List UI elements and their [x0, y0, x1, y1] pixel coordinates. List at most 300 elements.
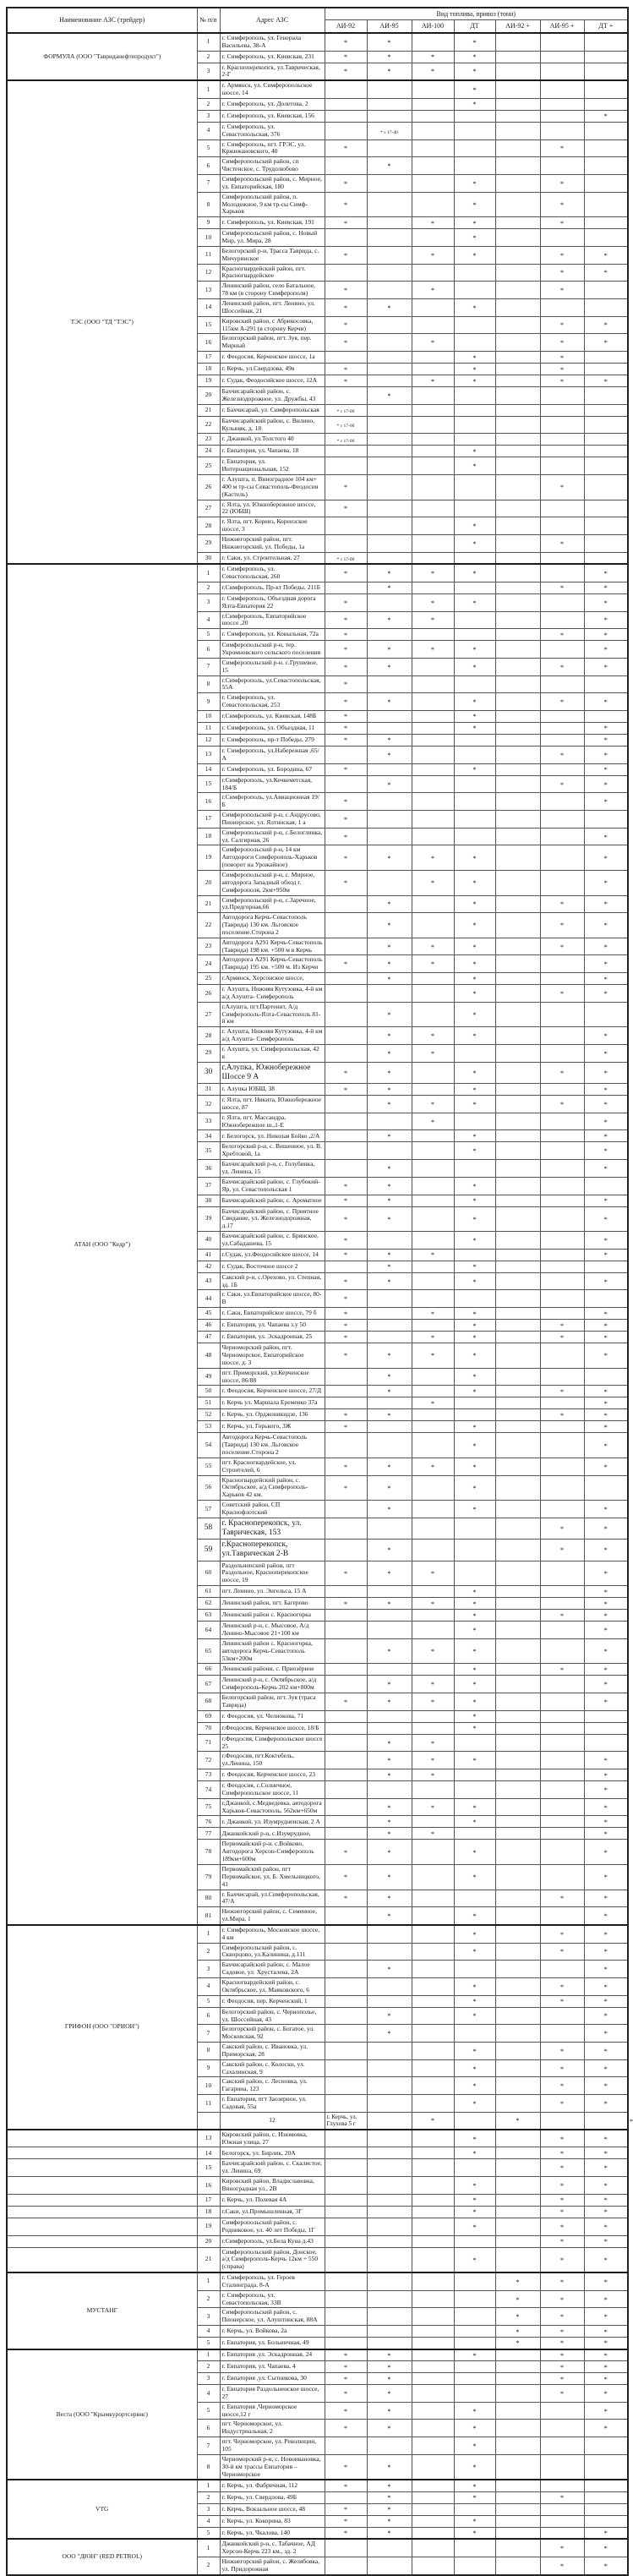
- fuel-mark-cell: [412, 2349, 454, 2361]
- fuel-mark-cell: *: [325, 475, 367, 500]
- fuel-mark-cell: *: [584, 1586, 628, 1598]
- row-number-cell: 5: [197, 2338, 220, 2349]
- fuel-mark-cell: [412, 2272, 454, 2290]
- fuel-mark-cell: [540, 110, 584, 122]
- address-cell: г. Евпатория, пгт Заозерное, ул. Садовая, 55а: [220, 2095, 325, 2113]
- address-cell: г.Симферополь, Пр-кт Победы, 211Б: [220, 582, 325, 593]
- fuel-mark-cell: [495, 1062, 540, 1083]
- address-cell: г. Джанкой, ул.Толстого 40: [220, 434, 325, 446]
- address-cell: Красногвардейский район, пгт. Красногвардейское: [220, 264, 325, 282]
- fuel-mark-cell: [412, 1610, 454, 1622]
- fuel-mark-cell: *: [325, 1458, 367, 1475]
- fuel-mark-cell: *: [367, 1458, 412, 1475]
- fuel-mark-cell: [495, 870, 540, 895]
- fuel-mark-cell: * с 17-00: [325, 552, 367, 564]
- fuel-mark-cell: [540, 1177, 584, 1195]
- fuel-mark-cell: *: [412, 1769, 454, 1781]
- fuel-mark-cell: *: [454, 2454, 495, 2480]
- address-cell: г.Алупка, Южнобережное Шоссе 9 А: [220, 1062, 325, 1083]
- fuel-mark-cell: *: [540, 364, 584, 375]
- fuel-mark-cell: [367, 2043, 412, 2060]
- fuel-mark-cell: [412, 1320, 454, 1332]
- address-cell: Симферопольский район, с. Родниковое, ул. 40 лет Победы, 1Г: [220, 2218, 325, 2235]
- row-number-cell: 4: [197, 2385, 220, 2403]
- address-cell: Джанкойский р-н, с. Табачное, АД Херсон-Керчь 223 км., зд. 2: [220, 2539, 325, 2557]
- fuel-mark-cell: [412, 793, 454, 811]
- trader-empty-cell: [7, 2147, 197, 2159]
- fuel-mark-cell: *: [325, 2527, 367, 2539]
- fuel-mark-cell: [454, 675, 495, 693]
- fuel-mark-cell: [325, 1518, 367, 1539]
- fuel-mark-cell: [412, 1781, 454, 1799]
- fuel-mark-cell: *: [584, 246, 628, 264]
- fuel-mark-cell: *: [367, 1386, 412, 1397]
- address-cell: Автодорога Керчь-Севастополь (Таврида) 130 км. Льговское поселение.Сторона 2: [220, 1433, 325, 1458]
- fuel-mark-cell: *: [325, 500, 367, 517]
- fuel-mark-cell: [454, 334, 495, 352]
- fuel-mark-cell: [540, 870, 584, 895]
- fuel-mark-cell: [367, 2130, 412, 2147]
- fuel-mark-cell: *: [454, 2349, 495, 2361]
- fuel-mark-cell: [584, 552, 628, 564]
- fuel-mark-cell: *: [584, 2206, 628, 2218]
- fuel-mark-cell: [454, 2326, 495, 2338]
- address-cell: г. Феодосия, ул. Челнокова, 71: [220, 1710, 325, 1722]
- fuel-mark-cell: [325, 1501, 367, 1518]
- fuel-mark-cell: [325, 1622, 367, 1639]
- fuel-mark-cell: [495, 1943, 540, 1961]
- fuel-mark-cell: [412, 434, 454, 446]
- fuel-mark-cell: [325, 582, 367, 593]
- fuel-mark-cell: *: [325, 2515, 367, 2527]
- fuel-mark-cell: [325, 1781, 367, 1799]
- fuel-mark-cell: [454, 1540, 495, 1561]
- fuel-mark-cell: [540, 2025, 584, 2043]
- fuel-mark-cell: *: [367, 1798, 412, 1816]
- fuel-mark-cell: *: [540, 2373, 584, 2385]
- fuel-mark-cell: [325, 1977, 367, 1995]
- fuel-mark-cell: *: [454, 1925, 495, 1943]
- fuel-mark-cell: [454, 387, 495, 405]
- address-cell: г. Керчь, ул. Фабричная, 112: [220, 2480, 325, 2491]
- fuel-mark-cell: *: [584, 938, 628, 955]
- row-number-cell: 76: [197, 1816, 220, 1828]
- fuel-mark-cell: [367, 870, 412, 895]
- address-cell: Бахчисарайский район, с. Приятное Свидание, ул. Железнодорожная, д.17: [220, 1206, 325, 1232]
- address-cell: г. Ялта, ул. Южнобережное шоссе, 22 (ЮБШ): [220, 500, 325, 517]
- fuel-mark-cell: *: [412, 1693, 454, 1711]
- fuel-mark-cell: *: [495, 2308, 540, 2326]
- fuel-mark-cell: [412, 2159, 454, 2177]
- row-number-cell: 2: [197, 2290, 220, 2308]
- fuel-mark-cell: *: [454, 2130, 495, 2147]
- fuel-mark-cell: [412, 1518, 454, 1539]
- fuel-mark-cell: [454, 500, 495, 517]
- fuel-mark-cell: [325, 157, 367, 175]
- address-cell: г. Евпатория Раздольненское шоссе, 27: [220, 2385, 325, 2403]
- fuel-mark-cell: *: [412, 870, 454, 895]
- fuel-mark-cell: [325, 80, 367, 98]
- fuel-mark-cell: [325, 1664, 367, 1676]
- fuel-mark-cell: *: [454, 1622, 495, 1639]
- fuel-mark-cell: [325, 2194, 367, 2206]
- fuel-mark-cell: *: [584, 1816, 628, 1828]
- header-fuel-dt: ДТ: [454, 20, 495, 33]
- fuel-mark-cell: [454, 157, 495, 175]
- row-number-cell: 75: [197, 1798, 220, 1816]
- fuel-mark-cell: [495, 1397, 540, 1409]
- address-cell: Симферопольский р-н. с.Грушевое, 15: [220, 658, 325, 675]
- fuel-mark-cell: *: [367, 693, 412, 711]
- fuel-mark-cell: [454, 2308, 495, 2326]
- fuel-mark-cell: [495, 1272, 540, 1290]
- fuel-mark-cell: *: [454, 1332, 495, 1343]
- fuel-mark-cell: [412, 364, 454, 375]
- fuel-mark-cell: *: [584, 1769, 628, 1781]
- fuel-mark-cell: [367, 2218, 412, 2235]
- fuel-mark-cell: *: [412, 282, 454, 299]
- fuel-mark-cell: [367, 375, 412, 387]
- fuel-mark-cell: [412, 416, 454, 434]
- address-cell: г. Феодосия, Керченское шоссе, 23: [220, 1769, 325, 1781]
- row-number-cell: 29: [197, 535, 220, 553]
- fuel-mark-cell: [584, 1475, 628, 1501]
- fuel-mark-cell: [412, 1865, 454, 1890]
- fuel-mark-cell: [325, 1160, 367, 1178]
- fuel-mark-cell: *: [454, 1710, 495, 1722]
- fuel-mark-cell: [325, 2247, 367, 2272]
- fuel-mark-cell: [540, 1907, 584, 1925]
- fuel-mark-cell: [412, 352, 454, 364]
- fuel-mark-cell: [495, 1540, 540, 1561]
- address-cell: Советский район, СП Краснофлотский: [220, 1501, 325, 1518]
- row-number-cell: 1: [197, 2480, 220, 2491]
- fuel-mark-cell: [412, 316, 454, 334]
- header-fuel-ai95plus: АИ-95 +: [540, 20, 584, 33]
- fuel-mark-cell: [495, 735, 540, 747]
- fuel-mark-cell: [584, 457, 628, 475]
- fuel-mark-cell: [584, 387, 628, 405]
- fuel-mark-cell: [412, 1261, 454, 1272]
- fuel-mark-cell: [412, 735, 454, 747]
- fuel-mark-cell: [495, 2491, 540, 2503]
- fuel-mark-cell: [495, 1501, 540, 1518]
- fuel-mark-cell: [584, 500, 628, 517]
- fuel-mark-cell: [584, 2480, 628, 2491]
- fuel-mark-cell: [367, 1232, 412, 1250]
- row-number-cell: 37: [197, 1177, 220, 1195]
- address-cell: Кировский район, с Абрикосовка, 115км А-291 (в сторону Керчи): [220, 316, 325, 334]
- fuel-mark-cell: [325, 895, 367, 913]
- fuel-mark-cell: [540, 973, 584, 985]
- fuel-mark-cell: [495, 2437, 540, 2455]
- address-cell: г. Алушта, Нижняя Кутузовка, 4-й км а/д Алушта- Симферополь: [220, 1027, 325, 1045]
- fuel-mark-cell: [367, 2194, 412, 2206]
- fuel-mark-cell: *: [454, 1977, 495, 1995]
- address-cell: г. Алушта, п. Виноградное 104 км+ 400 м тр-сы Севастополь-Феодосия (Кастель): [220, 475, 325, 500]
- row-number-cell: 18: [197, 2206, 220, 2218]
- address-cell: г.Армянск, Херсонское шоссе,: [220, 973, 325, 985]
- fuel-mark-cell: [584, 475, 628, 500]
- fuel-mark-cell: [540, 811, 584, 829]
- address-cell: г. Феодосия, с.Солнечное, Симферопольское шоссе, 11: [220, 1781, 325, 1799]
- fuel-mark-cell: *: [325, 1332, 367, 1343]
- address-cell: г. Симферополь, пгт. ГРЭС, ул. Кржижановского, 40: [220, 139, 325, 157]
- fuel-mark-cell: [495, 2059, 540, 2077]
- trader-group-cell: Веста (ООО "Крымкурортсервис): [7, 2349, 197, 2480]
- fuel-mark-cell: [325, 747, 367, 764]
- fuel-mark-cell: *: [584, 693, 628, 711]
- table-row: [7, 2159, 628, 2177]
- table-row: [7, 2247, 628, 2272]
- fuel-mark-cell: [495, 2503, 540, 2515]
- fuel-mark-cell: *: [325, 2373, 367, 2385]
- fuel-mark-cell: *: [584, 1458, 628, 1475]
- row-number-cell: 38: [197, 1195, 220, 1206]
- trader-group-cell: ООО "ДЮН" (RED PETROL): [7, 2539, 197, 2574]
- address-cell: г.Красноперекопск, ул.Таврическая 2-В: [220, 1540, 325, 1561]
- fuel-mark-cell: *: [584, 2147, 628, 2159]
- fuel-mark-cell: [540, 1781, 584, 1799]
- address-cell: г.Симферополь, ул. Киевская, 148Б: [220, 711, 325, 723]
- fuel-mark-cell: *: [325, 955, 367, 973]
- fuel-mark-cell: [540, 1693, 584, 1711]
- fuel-mark-cell: *: [412, 1734, 454, 1752]
- row-number-cell: 24: [197, 955, 220, 973]
- fuel-mark-cell: *: [325, 723, 367, 735]
- fuel-mark-cell: [540, 517, 584, 535]
- fuel-mark-cell: [495, 2235, 540, 2247]
- fuel-mark-cell: *: [367, 611, 412, 629]
- fuel-mark-cell: *: [540, 895, 584, 913]
- fuel-mark-cell: [540, 1961, 584, 1978]
- fuel-mark-cell: *: [367, 973, 412, 985]
- fuel-mark-cell: [495, 416, 540, 434]
- address-cell: г. Бахчисарай, ул.Симферопольская, 47/А: [220, 1890, 325, 1907]
- fuel-mark-cell: [325, 1798, 367, 1816]
- fuel-mark-cell: [412, 2025, 454, 2043]
- fuel-mark-cell: [540, 387, 584, 405]
- table-row: [7, 80, 628, 98]
- address-cell: Бахчисарайский район, с. Малое Садовое, ул. Хрусталева, 2А: [220, 1961, 325, 1978]
- fuel-mark-cell: [584, 1290, 628, 1308]
- fuel-mark-cell: [325, 1961, 367, 1978]
- fuel-mark-cell: *: [367, 2361, 412, 2373]
- address-cell: Симферопольский район, Донское, а/д Симферополь-Керчь 12км + 550 (справа): [220, 2247, 325, 2272]
- row-number-cell: 46: [197, 1320, 220, 1332]
- fuel-mark-cell: *: [454, 985, 495, 1003]
- fuel-mark-cell: *: [584, 1598, 628, 1610]
- row-number-cell: 28: [197, 1027, 220, 1045]
- fuel-mark-cell: [454, 416, 495, 434]
- fuel-mark-cell: [367, 2077, 412, 2095]
- fuel-mark-cell: *: [367, 1890, 412, 1907]
- fuel-mark-cell: *: [454, 845, 495, 871]
- fuel-mark-cell: *: [454, 2077, 495, 2095]
- address-cell: Бахчисарайский район, с. Скалистое, ул. Ленина, 69: [220, 2159, 325, 2177]
- fuel-mark-cell: *: [454, 1458, 495, 1475]
- fuel-mark-cell: *: [584, 828, 628, 845]
- fuel-mark-cell: *: [367, 658, 412, 675]
- fuel-mark-cell: [495, 264, 540, 282]
- address-cell: г. Евпатория ,Черноморское шоссе,12 г: [220, 2402, 325, 2420]
- address-cell: Бахчисарайский район, с. Глубокий-Яр, ул. Севастопольская 1: [220, 1177, 325, 1195]
- fuel-mark-cell: *: [540, 629, 584, 641]
- fuel-mark-cell: *: [454, 1475, 495, 1501]
- fuel-mark-cell: *: [540, 282, 584, 299]
- row-number-cell: 18: [197, 828, 220, 845]
- fuel-mark-cell: [495, 1798, 540, 1816]
- fuel-mark-cell: [540, 1084, 584, 1096]
- fuel-mark-cell: [367, 1308, 412, 1320]
- row-number-cell: 80: [197, 1890, 220, 1907]
- row-number-cell: 5: [197, 1995, 220, 2007]
- row-number-cell: 77: [197, 1828, 220, 1840]
- fuel-mark-cell: *: [584, 1622, 628, 1639]
- row-number-cell: 6: [197, 641, 220, 659]
- fuel-mark-cell: *: [325, 611, 367, 629]
- fuel-mark-cell: [412, 1501, 454, 1518]
- row-number-cell: 8: [197, 192, 220, 217]
- fuel-mark-cell: [412, 2095, 454, 2113]
- fuel-mark-cell: [412, 387, 454, 405]
- fuel-mark-cell: [495, 1722, 540, 1734]
- fuel-mark-cell: [495, 2361, 540, 2373]
- address-cell: г. Феодосия, Керченское шоссе, 1а: [220, 352, 325, 364]
- fuel-mark-cell: *: [540, 192, 584, 217]
- row-number-cell: 3: [197, 110, 220, 122]
- fuel-mark-cell: *: [412, 1828, 454, 1840]
- fuel-mark-cell: [584, 675, 628, 693]
- row-number-cell: 7: [197, 2437, 220, 2455]
- fuel-mark-cell: [367, 110, 412, 122]
- fuel-mark-cell: *: [367, 1475, 412, 1501]
- fuel-mark-cell: *: [540, 582, 584, 593]
- fuel-mark-cell: [540, 1290, 584, 1308]
- fuel-mark-cell: [495, 675, 540, 693]
- fuel-mark-cell: *: [540, 913, 584, 938]
- fuel-mark-cell: [412, 139, 454, 157]
- row-number-cell: 9: [197, 217, 220, 229]
- fuel-mark-cell: [495, 1693, 540, 1711]
- fuel-mark-cell: *: [367, 2373, 412, 2385]
- fuel-mark-cell: [495, 1769, 540, 1781]
- trader-empty-cell: [7, 2130, 197, 2147]
- fuel-mark-cell: *: [495, 2326, 540, 2338]
- fuel-mark-cell: *: [325, 2480, 367, 2491]
- address-cell: Нижнегорский район, с. Желябовка, ул. Придорожная: [220, 2557, 325, 2575]
- fuel-mark-cell: *: [584, 1840, 628, 1865]
- fuel-mark-cell: [454, 1409, 495, 1421]
- row-number-cell: 41: [197, 1249, 220, 1261]
- fuel-mark-cell: [540, 1368, 584, 1386]
- row-number-cell: 30: [197, 552, 220, 564]
- row-number-cell: 6: [197, 2007, 220, 2025]
- fuel-mark-cell: *: [325, 845, 367, 871]
- fuel-mark-cell: [367, 517, 412, 535]
- fuel-mark-cell: [495, 1752, 540, 1769]
- fuel-mark-cell: *: [584, 2159, 628, 2177]
- fuel-mark-cell: [412, 973, 454, 985]
- fuel-mark-cell: *: [325, 1232, 367, 1250]
- address-cell: г. Евпатория ,ул. Сытникова, 30: [220, 2373, 325, 2385]
- fuel-mark-cell: *: [325, 282, 367, 299]
- fuel-mark-cell: *: [584, 1995, 628, 2007]
- fuel-mark-cell: *: [325, 2402, 367, 2420]
- fuel-mark-cell: [495, 1343, 540, 1369]
- fuel-mark-cell: [540, 1638, 584, 1664]
- fuel-mark-cell: [367, 2095, 412, 2113]
- fuel-mark-cell: [495, 98, 540, 110]
- fuel-mark-cell: *: [412, 1676, 454, 1693]
- fuel-mark-cell: [540, 1561, 584, 1586]
- fuel-mark-cell: [540, 33, 584, 51]
- fuel-mark-cell: *: [454, 2218, 495, 2235]
- fuel-mark-cell: [412, 1840, 454, 1865]
- fuel-mark-cell: *: [325, 711, 367, 723]
- row-number-cell: 12: [197, 735, 220, 747]
- fuel-mark-cell: [367, 2247, 412, 2272]
- fuel-mark-cell: [454, 264, 495, 282]
- fuel-mark-cell: [454, 1734, 495, 1752]
- fuel-mark-cell: [495, 122, 540, 139]
- fuel-mark-cell: *: [584, 2007, 628, 2025]
- fuel-mark-cell: [495, 1676, 540, 1693]
- fuel-mark-cell: [367, 1925, 412, 1943]
- fuel-mark-cell: [412, 582, 454, 593]
- fuel-mark-cell: *: [454, 2515, 495, 2527]
- fuel-mark-cell: *: [584, 1142, 628, 1160]
- fuel-mark-cell: *: [325, 2385, 367, 2403]
- fuel-mark-cell: *: [584, 1865, 628, 1890]
- address-cell: г.Симферополь, ул.Бела Куна д.43: [220, 2235, 325, 2247]
- fuel-mark-cell: [412, 2515, 454, 2527]
- fuel-mark-cell: *: [367, 2420, 412, 2437]
- fuel-mark-cell: [495, 1433, 540, 1458]
- fuel-mark-cell: [495, 2077, 540, 2095]
- address-cell: Ленинский район, пгт. Багерово: [220, 1598, 325, 1610]
- address-cell: г. Симферополь, Объездная дорога Ялта-Евпатория 22: [220, 593, 325, 611]
- address-cell: г. Керчь, ул. Войкова, 2а: [220, 2326, 325, 2338]
- fuel-mark-cell: [412, 1290, 454, 1308]
- fuel-mark-cell: [367, 316, 412, 334]
- fuel-mark-cell: [454, 793, 495, 811]
- fuel-mark-cell: *: [367, 2007, 412, 2025]
- fuel-mark-cell: *: [325, 1475, 367, 1501]
- fuel-mark-cell: [325, 1113, 367, 1130]
- row-number-cell: 58: [197, 1518, 220, 1539]
- fuel-mark-cell: *: [584, 2527, 628, 2539]
- fuel-mark-cell: [367, 793, 412, 811]
- fuel-mark-cell: *: [454, 2527, 495, 2539]
- fuel-mark-cell: [367, 404, 412, 416]
- fuel-mark-cell: [325, 1816, 367, 1828]
- fuel-mark-cell: *: [325, 51, 367, 63]
- fuel-mark-cell: [325, 2437, 367, 2455]
- fuel-mark-cell: *: [454, 2206, 495, 2218]
- fuel-mark-cell: [495, 110, 540, 122]
- address-cell: г. Судак, Феодосийское шоссе, 12А: [220, 375, 325, 387]
- address-cell: Бахчисарайский район, с. Брянское, ул.Сабадашева, 15: [220, 1232, 325, 1250]
- row-number-cell: 7: [197, 658, 220, 675]
- fuel-mark-cell: [495, 157, 540, 175]
- fuel-mark-cell: *: [454, 1084, 495, 1096]
- address-cell: г.Джанкой, с.Медведевка, автодорога Харьков-Севастополь, 562км+650м: [220, 1798, 325, 1816]
- fuel-mark-cell: *: [454, 938, 495, 955]
- fuel-mark-cell: *: [584, 564, 628, 582]
- row-number-cell: 8: [197, 2043, 220, 2060]
- fuel-mark-cell: [584, 535, 628, 553]
